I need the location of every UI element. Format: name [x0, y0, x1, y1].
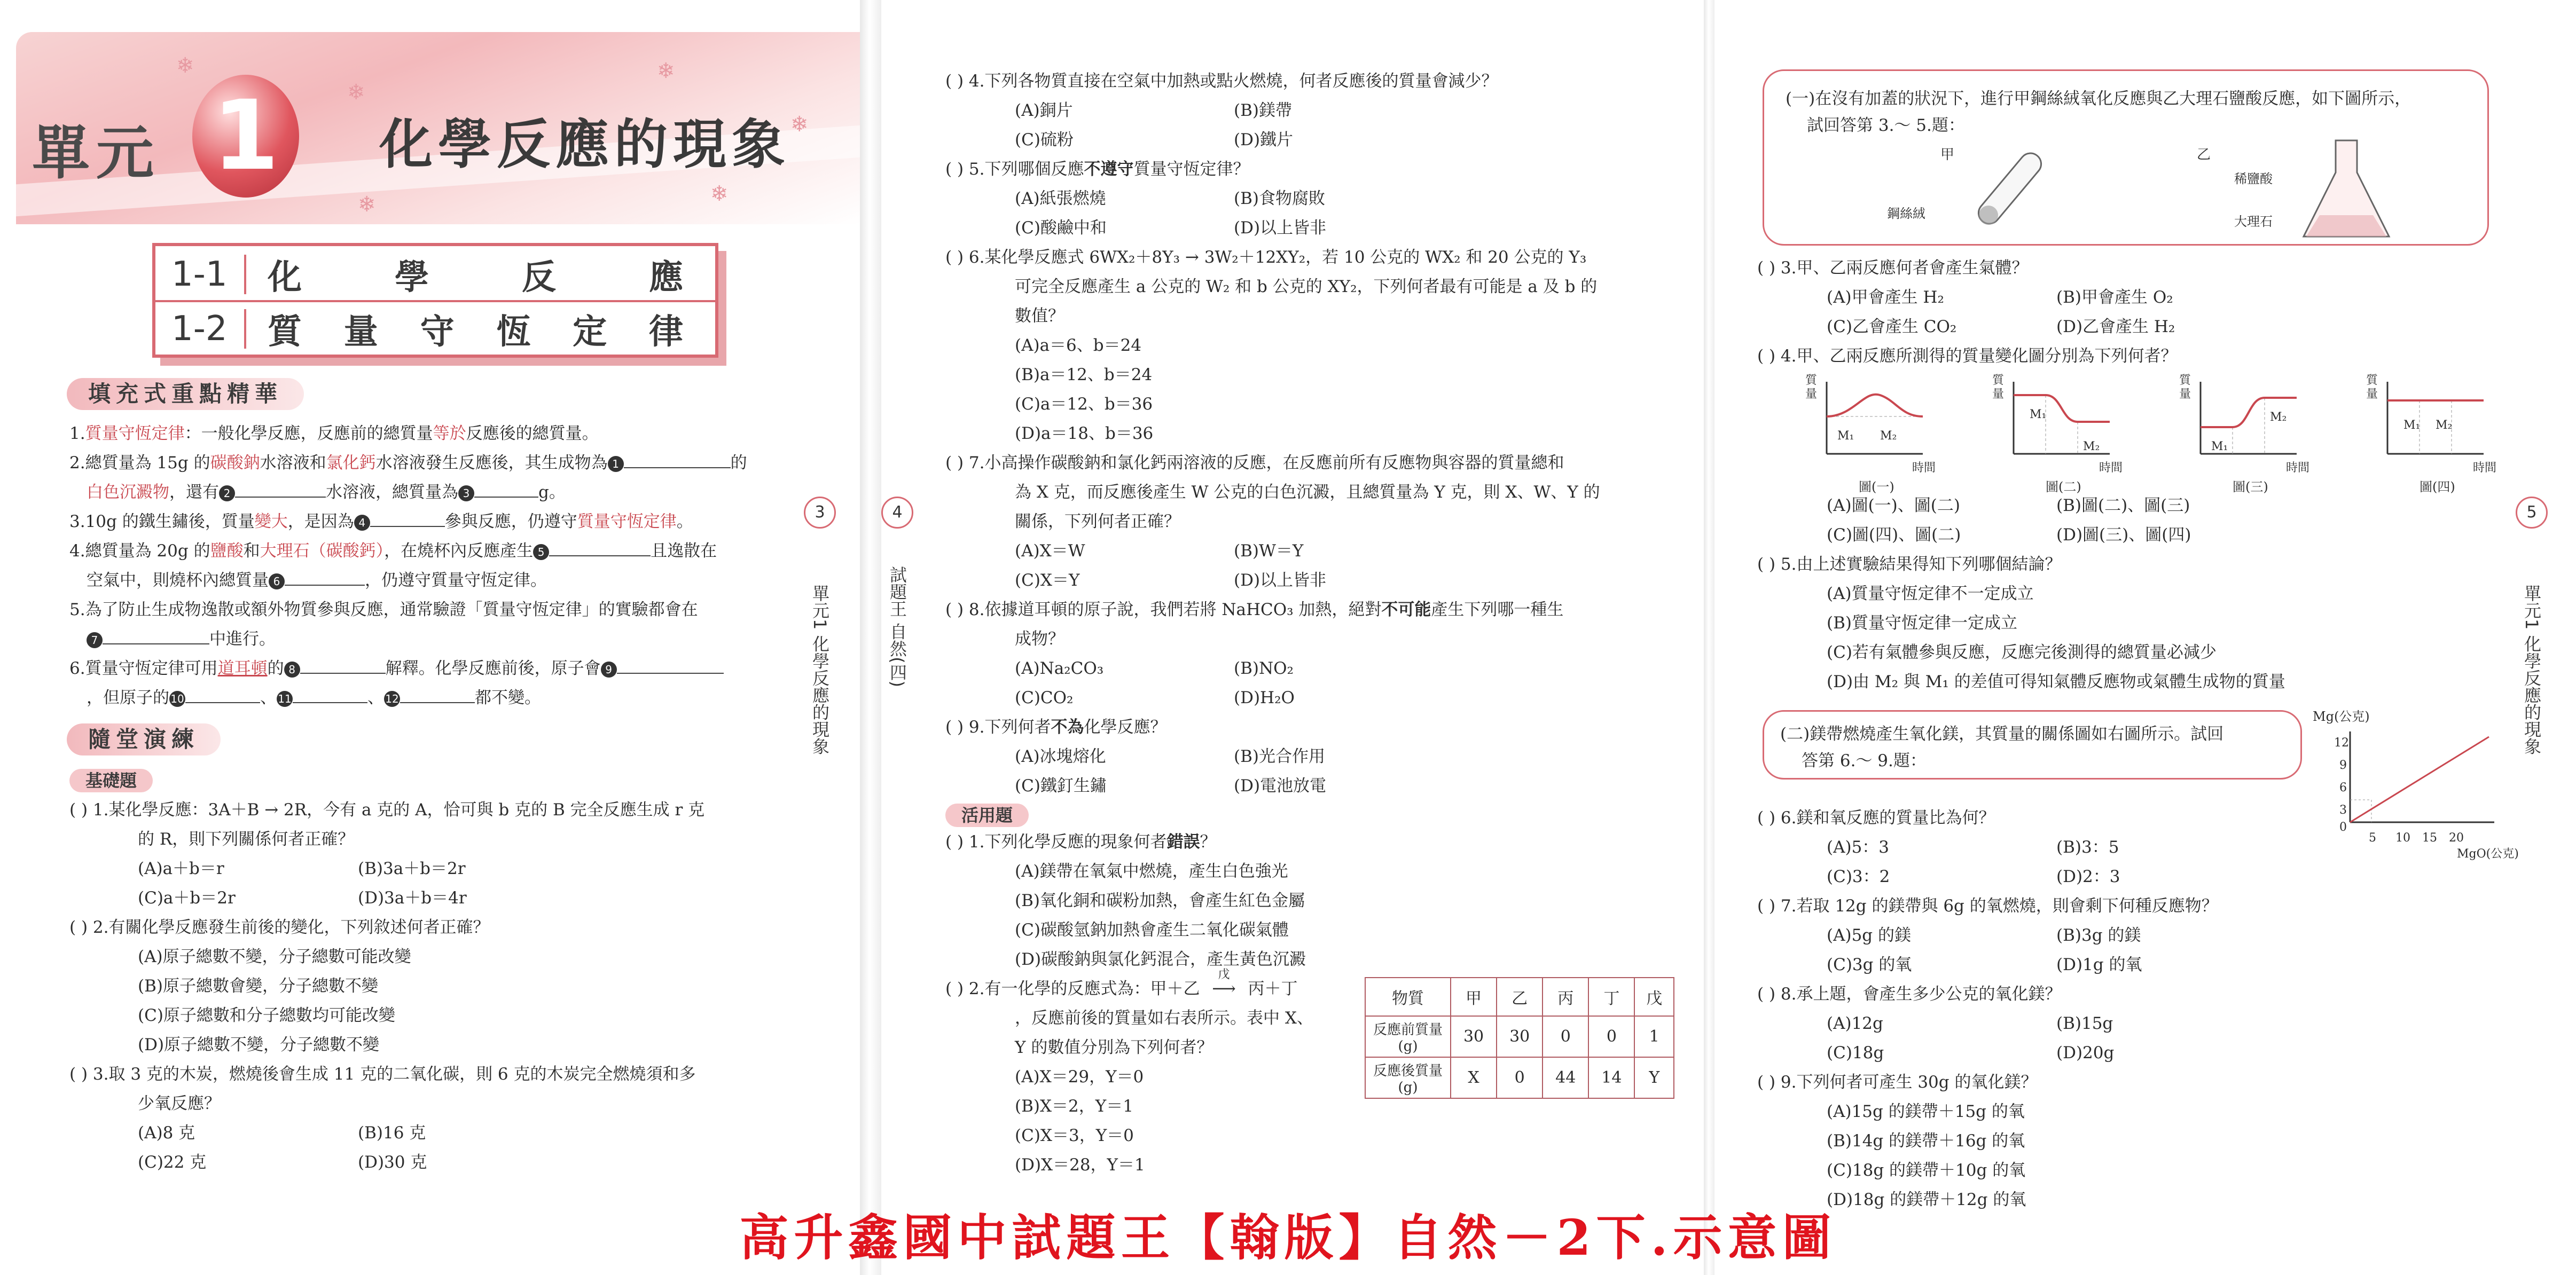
option: (D)X＝28，Y＝1 [1015, 1155, 1145, 1175]
mass-graph-4: 質量 M₁ M₂ 時間 圖(四) [2366, 374, 2497, 494]
option: (C)圖(四)、圖(二) [1827, 525, 1961, 545]
option: (C)鐵釘生鏽 [1015, 776, 1107, 796]
option: (D)H₂O [1234, 688, 1295, 707]
option: (A)原子總數不變，分子總數可能改變 [138, 947, 411, 966]
fill-line-2: 2.總質量為 15g 的碳酸鈉水溶液和氯化鈣水溶液發生反應後，其生成物為 1 的 [69, 453, 747, 473]
mass-graph-3: 質量 M₁ M₂ 時間 圖(三) [2179, 374, 2310, 494]
question: ( ) 3.取 3 克的木炭，燃燒後會生成 11 克的二氧化碳，則 6 克的木炭完全燃燒須和多 [69, 1065, 696, 1084]
question-cont: 少氧反應？ [138, 1094, 221, 1113]
question: ( ) 5.由上述實驗結果得知下列哪個結論？ [1757, 555, 2062, 574]
option: (A)圖(一)、圖(二) [1827, 496, 1960, 515]
section-title: 質 量 守 恆 定 律 [268, 312, 683, 352]
question-cont: 關係，下列何者正確？ [1015, 512, 1180, 531]
side-label: 單元1 化學反應的現象 [810, 584, 830, 755]
page-middle [881, 0, 1704, 1275]
option: (B)3a＋b＝2r [358, 859, 466, 878]
mass-graphs [1805, 374, 2542, 497]
option: (A)12g [1827, 1014, 1883, 1033]
practice-section-header: 隨堂演練 [67, 723, 221, 755]
box-text: (二)鎂帶燃燒產生氧化鎂，其質量的關係圖如右圖所示。試回 [1780, 725, 2224, 744]
section-title: 化 學 反 應 [268, 258, 683, 297]
page-left [0, 0, 860, 1275]
question-cont: 可完全反應產生 a 公克的 W₂ 和 b 公克的 XY₂，下列何者最有可能是 a 及 b 的 [1015, 277, 1598, 296]
section-number: 1-1 [155, 255, 246, 294]
option: (B)質量守恆定律一定成立 [1827, 613, 2017, 633]
label: 甲 [1940, 147, 1955, 163]
basic-tag: 基礎題 [69, 769, 153, 792]
question: ( ) 3.甲、乙兩反應何者會產生氣體？ [1757, 258, 2029, 278]
side-tab [804, 497, 836, 803]
magnesium-box [1763, 710, 2302, 780]
option: (A)15g 的鎂帶＋15g 的氧 [1827, 1102, 2025, 1121]
option: (D)電池放電 [1234, 776, 1327, 796]
experiment-box [1763, 69, 2489, 246]
option: (D)3a＋b＝4r [358, 888, 467, 908]
option: (B)a＝12、b＝24 [1015, 365, 1153, 384]
page-fold [860, 0, 881, 1275]
unit-word: 單元 [32, 120, 161, 187]
page-right [1714, 0, 2576, 1275]
option: (D)乙會產生 H₂ [2056, 317, 2175, 336]
option: (A)5g 的鎂 [1827, 926, 1911, 945]
label: 稀鹽酸 [2234, 171, 2273, 186]
question-cont: 成物？ [1015, 629, 1064, 649]
question: ( ) 7.若取 12g 的鎂帶與 6g 的氧燃燒，則會剩下何種反應物？ [1757, 896, 2218, 916]
unit-title: 化學反應的現象 [379, 113, 790, 176]
question: ( ) 2.有一化學的反應式為：甲＋乙 戊 ⟶ 丙＋丁 [945, 968, 1298, 998]
option: (D)30 克 [358, 1153, 427, 1172]
option: (A)8 克 [138, 1123, 195, 1143]
snowflake-icon: ❄ [176, 53, 194, 78]
option: (C)a＋b＝2r [138, 888, 236, 908]
snowflake-icon: ❄ [347, 80, 365, 105]
option: (A)X＝W [1015, 541, 1085, 561]
option: (A)紙張燃燒 [1015, 189, 1106, 208]
question: ( ) 2.有關化學反應發生前後的變化，下列敘述何者正確？ [69, 918, 490, 937]
mass-graph-1: 質量 M₁ M₂ 時間 圖(一) [1805, 374, 1936, 494]
option: (D)2：3 [2056, 867, 2120, 886]
option: (B)16 克 [358, 1123, 426, 1143]
question: ( ) 7.小高操作碳酸鈉和氯化鈣兩溶液的反應，在反應前所有反應物與容器的質量總和 [945, 453, 1564, 473]
option: (B)14g 的鎂帶＋16g 的氧 [1827, 1131, 2025, 1151]
fill-line-8: 7 中進行。 [87, 627, 276, 651]
question: ( ) 8.承上題，會產生多少公克的氧化鎂？ [1757, 985, 2062, 1004]
side-label: 試題王 自然(四) [887, 566, 907, 688]
option: (C)3g 的氧 [1827, 955, 1912, 974]
option: (B)圖(二)、圖(三) [2056, 496, 2190, 515]
question: ( ) 8.依據道耳頓的原子說，我們若將 NaHCO₃ 加熱，絕對不可能產生下列哪一種生 [945, 600, 1564, 619]
side-tab [881, 497, 913, 718]
box-text: 試回答第 3.～ 5.題： [1807, 116, 1965, 135]
question: ( ) 4.下列各物質直接在空氣中加熱或點火燃燒，何者反應後的質量會減少？ [945, 72, 1498, 91]
question: ( ) 9.下列何者可產生 30g 的氧化鎂？ [1757, 1073, 2038, 1092]
fill-line-7: 5.為了防止生成物逸散或額外物質參與反應，通常驗證「質量守恆定律」的實驗都會在 [69, 600, 698, 619]
option: (A)銅片 [1015, 101, 1073, 120]
option: (D)以上皆非 [1234, 218, 1327, 238]
snowflake-icon: ❄ [358, 192, 376, 217]
option: (B)15g [2056, 1014, 2113, 1033]
flask-icon [2298, 135, 2394, 242]
question: ( ) 1.某化學反應：3A＋B → 2R，今有 a 克的 A，恰可與 b 克的 B 完全反應生成 r 克 [69, 800, 705, 820]
question: ( ) 1.下列化學反應的現象何者錯誤？ [945, 832, 1217, 852]
label: 大理石 [2234, 214, 2273, 229]
label: 鋼絲絨 [1887, 206, 1925, 221]
page-number: 4 [881, 497, 913, 529]
option: (C)X＝Y [1015, 571, 1080, 590]
option: (D)圖(三)、圖(四) [2056, 525, 2191, 545]
option: (D)鐵片 [1234, 130, 1294, 149]
fill-line-6: 空氣中，則燒杯內總質量 6 ，仍遵守質量守恆定律。 [87, 571, 547, 590]
section-number: 1-2 [155, 309, 246, 349]
option: (B)NO₂ [1234, 659, 1294, 678]
question-cont: 的 R，則下列關係何者正確？ [138, 830, 355, 849]
mass-table [1365, 977, 1674, 1099]
question-cont: ，反應前後的質量如右表所示。表中 X、 [1015, 1009, 1313, 1028]
option: (D)1g 的氧 [2056, 955, 2142, 974]
option: (D)碳酸鈉與氯化鈣混合，產生黃色沉澱 [1015, 950, 1306, 969]
question: ( ) 6.某化學反應式 6WX₂＋8Y₃ → 3W₂＋12XY₂，若 10 公克的 WX₂ 和 20 公克的 Y₃ [945, 248, 1587, 267]
question: ( ) 4.甲、乙兩反應所測得的質量變化圖分別為下列何者？ [1757, 347, 2178, 366]
fill-line-3: 白色沉澱物，還有 2 水溶液，總質量為 3 g。 [87, 483, 566, 502]
option: (C)3：2 [1827, 867, 1890, 886]
option: (D)以上皆非 [1234, 571, 1327, 590]
application-tag: 活用題 [945, 804, 1029, 827]
snowflake-icon: ❄ [710, 182, 729, 206]
option: (C)18g 的鎂帶＋10g 的氧 [1827, 1161, 2026, 1180]
fill-line-9: 6.質量守恆定律可用道耳頓的 8 解釋。化學反應前後，原子會 9 [69, 657, 724, 680]
option: (C)18g [1827, 1043, 1884, 1062]
option: (C)a＝12、b＝36 [1015, 395, 1153, 414]
option: (C)若有氣體參與反應，反應完後測得的總質量必減少 [1827, 643, 2217, 662]
option: (A)a＝6、b＝24 [1015, 336, 1142, 355]
option: (C)X＝3，Y＝0 [1015, 1126, 1134, 1145]
option: (C)碳酸氫鈉加熱會產生二氧化碳氣體 [1015, 920, 1289, 940]
option: (A)甲會產生 H₂ [1827, 288, 1944, 307]
option: (A)冰塊熔化 [1015, 747, 1106, 766]
option: (B)鎂帶 [1234, 101, 1292, 120]
option: (D)原子總數不變，分子總數不變 [138, 1035, 380, 1054]
box-text: (一)在沒有加蓋的狀況下，進行甲鋼絲絨氧化反應與乙大理石鹽酸反應，如下圖所示， [1786, 89, 2411, 108]
question-cont: 為 X 克，而反應後產生 W 公克的白色沉澱，且總質量為 Y 克，則 X、W、Y 的 [1015, 483, 1600, 502]
option: (B)氧化銅和碳粉加熱，會產生紅色金屬 [1015, 891, 1305, 910]
question: ( ) 9.下列何者不為化學反應？ [945, 718, 1167, 737]
option: (A)5：3 [1827, 838, 1890, 857]
option: (B)食物腐敗 [1234, 189, 1325, 208]
section-title-box [152, 243, 718, 358]
option: (B)W＝Y [1234, 541, 1304, 561]
fill-line-5: 4.總質量為 20g 的鹽酸和大理石（碳酸鈣），在燒杯內反應產生 5 且逸散在 [69, 541, 717, 561]
label: 乙 [2197, 147, 2211, 163]
footer-caption: 高升鑫國中試題王【翰版】自然－2下.示意圖 [739, 1209, 1837, 1266]
option: (A)鎂帶在氧氣中燃燒，產生白色強光 [1015, 862, 1288, 881]
fill-section-header: 填充式重點精華 [67, 378, 304, 410]
option: (B)3：5 [2056, 838, 2119, 857]
fill-line-4: 3.10g 的鐵生鏽後，質量變大，是因為 4 參與反應，仍遵守質量守恆定律。 [69, 512, 693, 531]
table-row: 反應前質量(g) 30 30 0 0 1 [1365, 1016, 1674, 1057]
unit-number: 1 [212, 80, 279, 192]
mass-graph-2: 質量 M₁ M₂ 時間 圖(二) [1992, 374, 2123, 494]
option: (C)CO₂ [1015, 688, 1074, 707]
question: ( ) 5.下列哪個反應不遵守質量守恆定律？ [945, 160, 1250, 179]
option: (C)硫粉 [1015, 130, 1074, 149]
side-label: 單元1 化學反應的現象 [2522, 584, 2542, 755]
box-text: 答第 6.～ 9.題： [1802, 751, 1927, 770]
option: (B)甲會產生 O₂ [2056, 288, 2173, 307]
question: ( ) 6.鎂和氧反應的質量比為何？ [1757, 808, 1995, 828]
snowflake-icon: ❄ [657, 59, 675, 83]
option: (B)原子總數會變，分子總數不變 [138, 977, 378, 996]
question-cont: 數值？ [1015, 306, 1064, 326]
page-number: 5 [2516, 497, 2548, 529]
magnesium-graph: Mg(公克) 12 9 6 3 0 5 10 15 20 MgO(公克) [2313, 709, 2519, 861]
option: (C)酸鹼中和 [1015, 218, 1107, 238]
table-row: 反應後質量(g) X 0 44 14 Y [1365, 1057, 1674, 1098]
page-fold [1704, 0, 1714, 1275]
fill-line-1: 1.質量守恆定律：一般化學反應，反應前的總質量等於反應後的總質量。 [69, 424, 599, 443]
table-row: 物質 甲 乙 丙 丁 戊 [1365, 978, 1674, 1016]
fill-line-10: ，但原子的 10 、 11 、 12 都不變。 [87, 688, 541, 707]
option: (D)18g 的鎂帶＋12g 的氧 [1827, 1190, 2026, 1209]
option: (D)a＝18、b＝36 [1015, 424, 1154, 443]
side-tab [2516, 497, 2548, 803]
option: (A)X＝29，Y＝0 [1015, 1067, 1144, 1087]
option: (B)3g 的鎂 [2056, 926, 2141, 945]
option: (A)Na₂CO₃ [1015, 659, 1104, 678]
option: (D)20g [2056, 1043, 2115, 1062]
option: (C)原子總數和分子總數均可能改變 [138, 1006, 395, 1025]
option: (A)a＋b＝r [138, 859, 224, 878]
snowflake-icon: ❄ [790, 112, 809, 137]
question-cont: Y 的數值分別為下列何者？ [1015, 1038, 1213, 1057]
option: (C)22 克 [138, 1153, 207, 1172]
option: (B)X＝2，Y＝1 [1015, 1097, 1133, 1116]
option: (C)乙會產生 CO₂ [1827, 317, 1957, 336]
option: (B)光合作用 [1234, 747, 1325, 766]
page-number: 3 [804, 497, 836, 529]
option: (A)質量守恆定律不一定成立 [1827, 584, 2034, 603]
option: (D)由 M₂ 與 M₁ 的差值可得知氣體反應物或氣體生成物的質量 [1827, 672, 2285, 691]
test-tube-icon [1951, 140, 2069, 237]
